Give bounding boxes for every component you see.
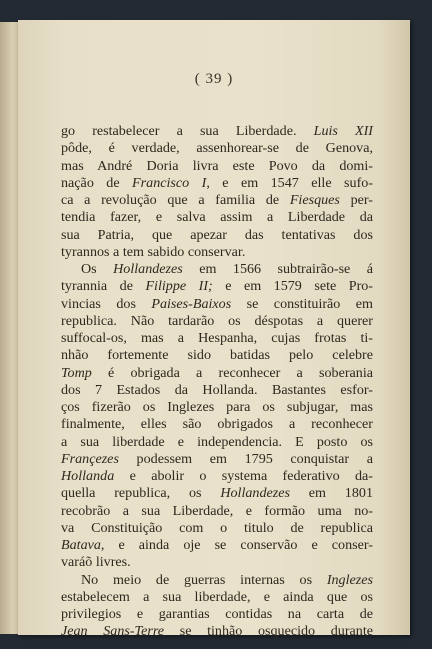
text-line <box>61 261 373 278</box>
text-segment: se constituirão em <box>231 295 373 312</box>
text-segment: Os <box>81 261 114 277</box>
text-segment: a sua liberdade e independencia. E posto os <box>61 433 373 450</box>
text-segment: tendia fazer, e salva assim a Liberdade da <box>61 209 373 226</box>
text-segment: quella republica, os <box>61 485 221 502</box>
text-line <box>61 520 373 537</box>
text-segment: varáõ livres. <box>61 554 131 571</box>
text-line <box>61 416 373 433</box>
text-segment: Francisco I <box>132 174 207 191</box>
text-line <box>61 209 373 226</box>
text-line <box>61 313 373 330</box>
facing-page-edge <box>0 22 19 634</box>
text-segment: tyrannia de <box>61 278 146 295</box>
text-line <box>61 503 373 520</box>
text-segment: Hollandezes <box>113 261 183 277</box>
text-segment: Paises-Baixos <box>151 295 232 312</box>
text-line <box>61 434 373 451</box>
text-line <box>61 537 373 554</box>
text-segment: Françezes <box>61 450 119 467</box>
text-line <box>61 623 373 640</box>
text-line <box>61 382 373 399</box>
text-segment: nação de <box>61 174 133 191</box>
text-segment: é obrigada a reconhecer a soberania <box>91 364 373 381</box>
text-segment: Luis XII <box>313 123 373 139</box>
text-line <box>61 244 373 261</box>
text-line <box>61 399 373 416</box>
text-segment: va Constituição com o titulo de republica <box>61 519 373 536</box>
text-segment: Fiesques <box>289 192 340 208</box>
text-segment: nhão fortemente sido batidas pelo celebre <box>61 347 373 364</box>
text-line <box>61 589 373 606</box>
text-line <box>61 451 373 468</box>
text-segment: pôde, é verdade, assenhorear-se de Genova, <box>61 140 373 157</box>
text-segment: sua Patria, que apezar das tentativas dos <box>61 226 373 243</box>
text-line <box>61 123 373 140</box>
text-segment: go restabelecer a sua Liberdade. <box>61 123 314 139</box>
text-segment: privilegios e garantias contidas na carta de <box>61 606 373 622</box>
text-segment: Tomp <box>61 364 92 381</box>
text-line <box>61 468 373 485</box>
text-segment: e abolir o systema federativo da- <box>114 468 373 484</box>
text-segment: Hollanda <box>61 468 115 484</box>
text-segment: dos 7 Estados da Hollanda. Bastantes esfor- <box>61 381 373 398</box>
text-segment: Hollandezes <box>220 485 290 502</box>
text-line <box>61 330 373 347</box>
text-line <box>61 572 373 589</box>
text-line <box>61 347 373 364</box>
text-line <box>61 554 373 571</box>
text-segment: mas André Doria livra este Povo da domi- <box>61 157 373 174</box>
book-page <box>18 20 410 640</box>
text-segment: estabelecem a sua liberdade, e ainda que os <box>61 588 373 605</box>
text-segment: recobrão a sua Liberdade, e formão uma no- <box>61 502 373 519</box>
text-segment: republica. Não tardarão os déspotas a querer <box>61 312 373 329</box>
text-segment: per- <box>339 192 373 208</box>
text-segment: , e ainda oje se conservão e conser- <box>100 537 373 553</box>
text-segment: No meio de guerras internas os <box>81 571 327 588</box>
text-line <box>61 278 373 295</box>
text-line <box>61 175 373 192</box>
text-segment: suffocal-os, mas a Hespanha, cujas frotas ti- <box>61 330 373 346</box>
text-segment: Filippe II; <box>145 278 213 295</box>
text-segment: tyrannos a tem sabido conservar. <box>61 243 246 260</box>
text-segment: Jean Sans-Terre <box>61 623 165 640</box>
text-line <box>61 606 373 623</box>
text-segment: Batava <box>61 537 101 553</box>
text-segment: Inglezes <box>326 571 373 588</box>
text-segment: , e em 1547 elle sufo- <box>206 174 373 191</box>
text-segment: e em 1579 sete Pro- <box>212 278 374 295</box>
text-line <box>61 192 373 209</box>
text-segment: em 1801 <box>290 485 373 502</box>
text-segment: podessem em 1795 conquistar a <box>118 450 373 467</box>
text-line <box>61 365 373 382</box>
text-segment: em 1566 subtrairão-se á <box>182 261 374 277</box>
text-segment: vincias dos <box>61 295 152 312</box>
text-line <box>61 296 373 313</box>
text-line <box>61 227 373 244</box>
text-segment: finalmente, elles são obrigados a reconhecer <box>61 416 373 433</box>
text-segment: ca a revolução que a familia de <box>61 192 290 208</box>
text-line <box>61 158 373 175</box>
page-number: ( 39 ) <box>194 71 234 87</box>
text-line <box>61 140 373 157</box>
text-segment: se tinhão osquecido durante <box>164 623 374 640</box>
body-text <box>61 123 373 641</box>
text-segment: ços fizerão os Inglezes para os subjugar, mas <box>61 399 373 415</box>
text-line <box>61 485 373 502</box>
